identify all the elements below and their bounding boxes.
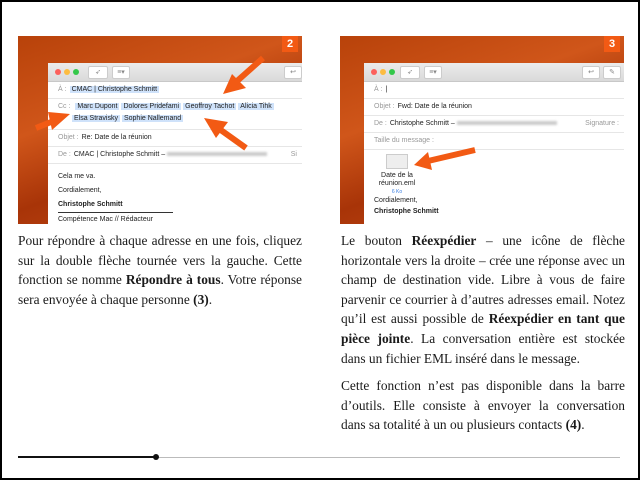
format-icon: ≡▾ (424, 66, 442, 79)
cc-chip: Alicia Tihk (240, 103, 272, 110)
annotation-arrows (18, 36, 302, 224)
progress-fill (18, 456, 156, 458)
paragraph: Pour répondre à chaque adresse en une fois, cliquez sur la double flèche tournée vers la gauche. Cette fonction se nomme Répondre à tous. Votre réponse sera envoyée à chaque personne (3). (18, 233, 302, 307)
body-line: Christophe Schmitt (58, 201, 123, 208)
figure-forward (340, 36, 624, 224)
cc-chip: Sophie Nallemand (123, 115, 182, 122)
body-line: Cordialement, (58, 187, 102, 194)
reading-progress-bar[interactable] (18, 457, 620, 458)
left-column-text (18, 231, 302, 317)
signature-label: Si (290, 151, 297, 158)
from-label: De : (374, 120, 387, 127)
progress-handle[interactable] (153, 454, 159, 460)
right-column-text (341, 231, 625, 443)
cc-chip: Dolores Pridefami (123, 103, 180, 110)
from-label: De : (58, 151, 71, 158)
mail-window: ➶ ≡▾ ↩ ✎ À : | Objet : Fwd: Date de la réunion De : Christophe Schmitt – Signature : Taille du message : Date de la réunion.eml 6 Ko Cordialement, Christophe Schmitt (364, 63, 624, 224)
attachment-size: 6 Ko (391, 189, 403, 195)
annotation-arrow (340, 36, 624, 224)
figure-badge: 2 (282, 36, 298, 52)
paragraph: Le bouton Réexpédier – une icône de flèche horizontale vers la droite – crée une réponse avec un champ de destination vide. Libre à vous de faire parvenir ce courrier à d’autres adresses email. Notez qu’il est aussi possible de Réexpédier en tant que pièce jointe. La conversation entière est stockée dans un fichier EML inséré dans le message. (341, 233, 626, 366)
cc-label: Cc : (58, 103, 71, 110)
signature-label: Signature : (585, 120, 619, 127)
attachment-name: Date de la réunion.eml (378, 172, 416, 187)
figure-reply-all (18, 36, 302, 224)
cc-chip: Elsa Stravisky (74, 115, 118, 122)
from: Christophe Schmitt – (389, 120, 455, 127)
subject-label: Objet : (374, 103, 395, 110)
body-line: Christophe Schmitt (374, 208, 439, 215)
body-line: Cela me va. (58, 173, 96, 180)
cc-chip: Geoffroy Tachot (185, 103, 235, 110)
to-label: À : (58, 86, 67, 93)
attachment-icon: ✎ (603, 66, 621, 79)
size-label: Taille du message : (374, 137, 434, 144)
body-line: Compétence Mac // Rédacteur (58, 212, 173, 224)
cc-chip: Marc Dupont (77, 103, 118, 110)
subject: Re: Date de la réunion (81, 134, 152, 141)
send-icon: ➶ (88, 66, 108, 79)
figure-badge: 3 (604, 36, 620, 52)
subject: Fwd: Date de la réunion (397, 103, 472, 110)
reply-icon: ↩ (582, 66, 600, 79)
from: CMAC | Christophe Schmitt – (73, 151, 166, 158)
reply-icon: ↩ (284, 66, 302, 79)
paragraph: Cette fonction n’est pas disponible dans la barre d’outils. Elle consiste à envoyer la conversation dans sa totalité à un ou plusieurs contacts (4). (341, 378, 625, 433)
format-icon: ≡▾ (112, 66, 130, 79)
send-icon: ➶ (400, 66, 420, 79)
subject-label: Objet : (58, 134, 79, 141)
to-label: À : (374, 86, 383, 93)
recipient-chip: CMAC | Christophe Schmitt (71, 86, 158, 93)
body-line: Cordialement, (374, 197, 418, 204)
